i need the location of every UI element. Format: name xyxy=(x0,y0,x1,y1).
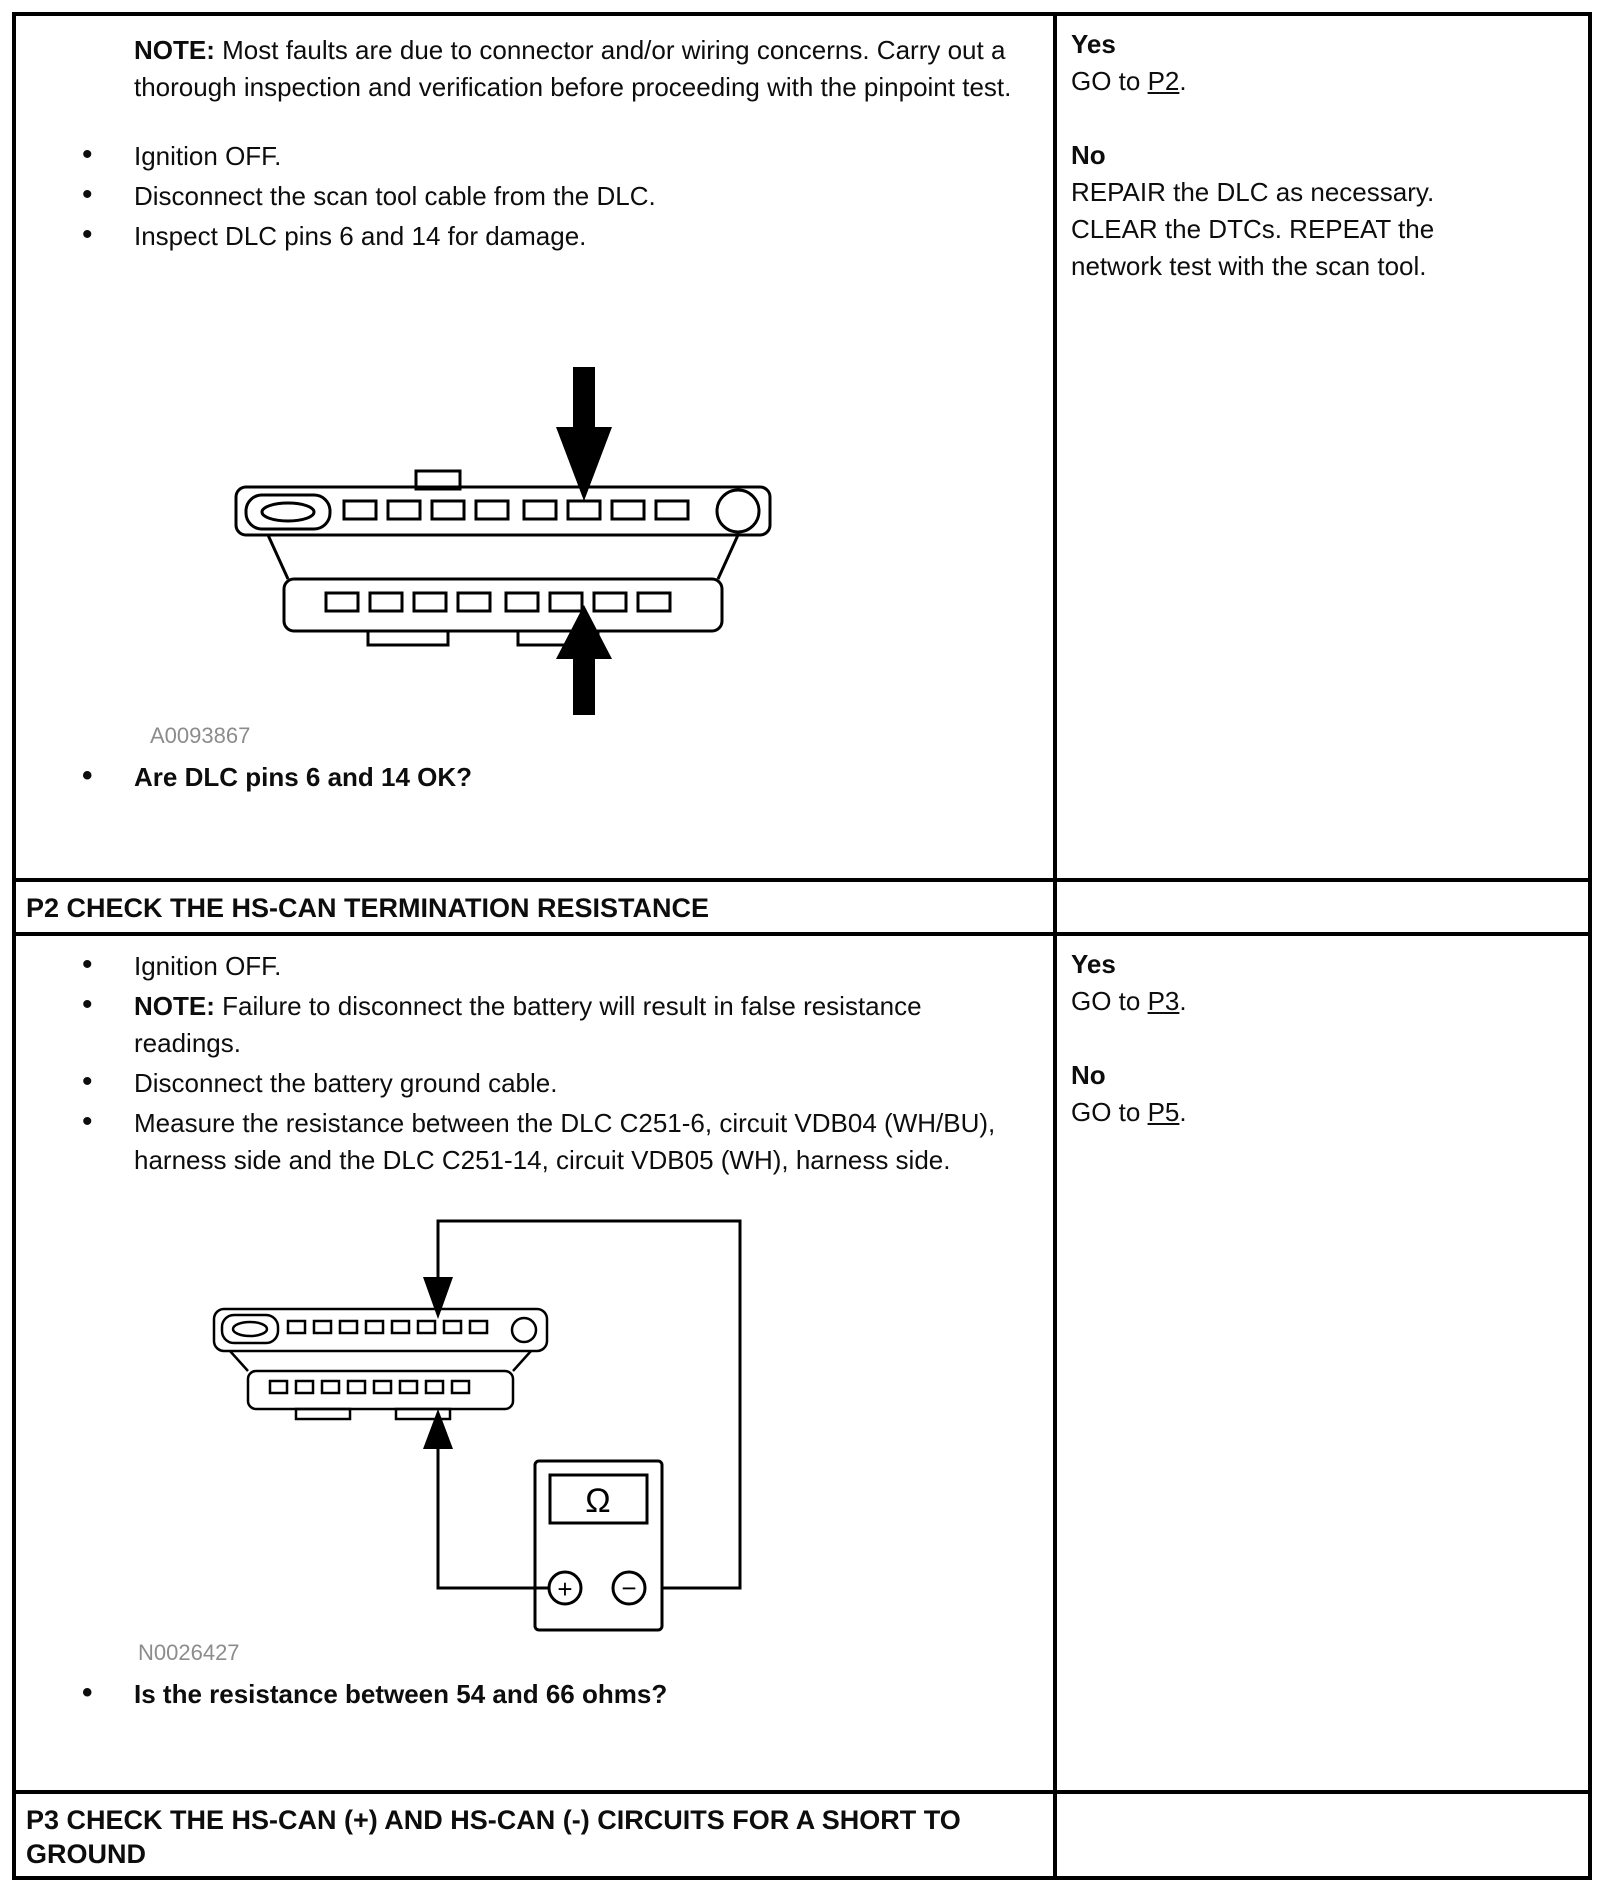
section-header-p3-cell xyxy=(16,1794,1057,1876)
step-p1-details-cell xyxy=(16,16,1057,878)
dlc-left-oval xyxy=(233,1322,267,1336)
list-item: • Inspect DLC pins 6 and 14 for damage. xyxy=(134,218,1029,255)
list-item: • Ignition OFF. xyxy=(134,138,1029,175)
action-text: . xyxy=(1179,986,1187,1016)
step-p2-action-list xyxy=(134,948,1029,1179)
pinpoint-test-table xyxy=(12,12,1592,1880)
section-header-p2: P2 CHECK THE HS-CAN TERMINATION RESISTANCE xyxy=(26,893,710,923)
probe-arrow-down-icon xyxy=(423,1277,453,1319)
dlc-ohmmeter-drawing xyxy=(196,1213,746,1638)
list-item xyxy=(134,948,1029,985)
dlc-connector-figure xyxy=(218,367,1029,717)
step-p1-content xyxy=(16,16,1053,796)
yes-action xyxy=(1071,983,1574,1020)
dlc-connector-drawing xyxy=(218,367,788,717)
section-header-p3: P3 CHECK THE HS-CAN (+) AND HS-CAN (-) CIRCUITS FOR A SHORT TO GROUND xyxy=(26,1805,961,1869)
note-text: Most faults are due to connector and/or wiring concerns. Carry out a thorough inspection and verification before proceeding with the pinpoint test. xyxy=(134,35,1012,102)
no-action: REPAIR the DLC as necessary. CLEAR the DTCs. REPEAT the network test with the scan tool. xyxy=(1071,177,1435,281)
dlc-lower-lip xyxy=(284,579,722,631)
dlc-ohmmeter-figure xyxy=(196,1213,1029,1638)
dlc-left-ear xyxy=(222,1315,278,1343)
link-p5[interactable]: P5 xyxy=(1147,1097,1180,1127)
pin14-arrow-up-icon xyxy=(556,605,612,715)
step-p2-result-cell xyxy=(1057,936,1588,1790)
bullet-text: Failure to disconnect the battery will result in false resistance readings. xyxy=(134,991,922,1058)
action-text: GO to xyxy=(1071,1097,1148,1127)
step-question: • Are DLC pins 6 and 14 OK? xyxy=(134,759,1029,796)
link-p3[interactable]: P3 xyxy=(1147,986,1180,1016)
action-text: GO to xyxy=(1071,986,1148,1016)
dlc-left-oval xyxy=(262,503,314,521)
list-item xyxy=(134,1105,999,1179)
step-question: • Is the resistance between 54 and 66 ohms? xyxy=(134,1676,1029,1713)
dlc-right-hole xyxy=(512,1318,536,1342)
list-item xyxy=(134,1065,1029,1102)
ohmmeter-minus-symbol: − xyxy=(621,1573,637,1603)
section-header-row-p2 xyxy=(16,882,1588,936)
yes-action xyxy=(1071,63,1574,100)
ohmmeter-omega-symbol: Ω xyxy=(585,1482,611,1520)
bullet-text: Disconnect the battery ground cable. xyxy=(134,1068,558,1098)
action-text: . xyxy=(1179,1097,1187,1127)
section-header-p2-cell xyxy=(16,882,1057,932)
step-p1-question-list xyxy=(134,759,1029,796)
list-item xyxy=(134,988,1029,1062)
step-row-p2 xyxy=(16,936,1588,1794)
list-item: • Disconnect the scan tool cable from the DLC. xyxy=(134,178,1029,215)
bullet-text: Measure the resistance between the DLC C251-6, circuit VDB04 (WH/BU), harness side and the DLC C251-14, circuit VDB05 (WH), harness side. xyxy=(134,1108,996,1175)
bullet-note-label: NOTE: xyxy=(134,991,215,1021)
yes-label: Yes xyxy=(1071,29,1116,59)
note-label: NOTE: xyxy=(134,35,215,65)
no-action xyxy=(1071,1094,1574,1131)
pin6-arrow-down-icon xyxy=(556,367,612,501)
section-header-row-p3 xyxy=(16,1794,1588,1876)
step-row-p1 xyxy=(16,16,1588,882)
step-p1-action-list xyxy=(134,138,1029,255)
step-p1-result-cell xyxy=(1057,16,1588,878)
note-paragraph xyxy=(134,32,1029,106)
step-p2-content xyxy=(16,936,1053,1713)
figure-id-label: N0026427 xyxy=(138,1640,240,1665)
no-label: No xyxy=(1071,140,1106,170)
section-header-p3-result-cell xyxy=(1057,1794,1588,1876)
action-text: . xyxy=(1179,66,1187,96)
step-p2-details-cell xyxy=(16,936,1057,1790)
link-p2[interactable]: P2 xyxy=(1147,66,1180,96)
meter-lead-wire-negative xyxy=(438,1221,740,1588)
probe-arrow-up-icon xyxy=(423,1409,453,1449)
dlc-right-hole xyxy=(717,490,759,532)
dlc-left-ear xyxy=(246,495,330,529)
yes-label: Yes xyxy=(1071,949,1116,979)
meter-lead-wire-positive xyxy=(438,1447,549,1588)
bullet-text: Ignition OFF. xyxy=(134,951,282,981)
action-text: GO to xyxy=(1071,66,1148,96)
section-header-p2-result-cell xyxy=(1057,882,1588,932)
step-p2-question-list xyxy=(134,1676,1029,1713)
figure-id-label: A0093867 xyxy=(150,723,251,748)
no-label: No xyxy=(1071,1060,1106,1090)
ohmmeter-plus-symbol: + xyxy=(557,1574,573,1604)
